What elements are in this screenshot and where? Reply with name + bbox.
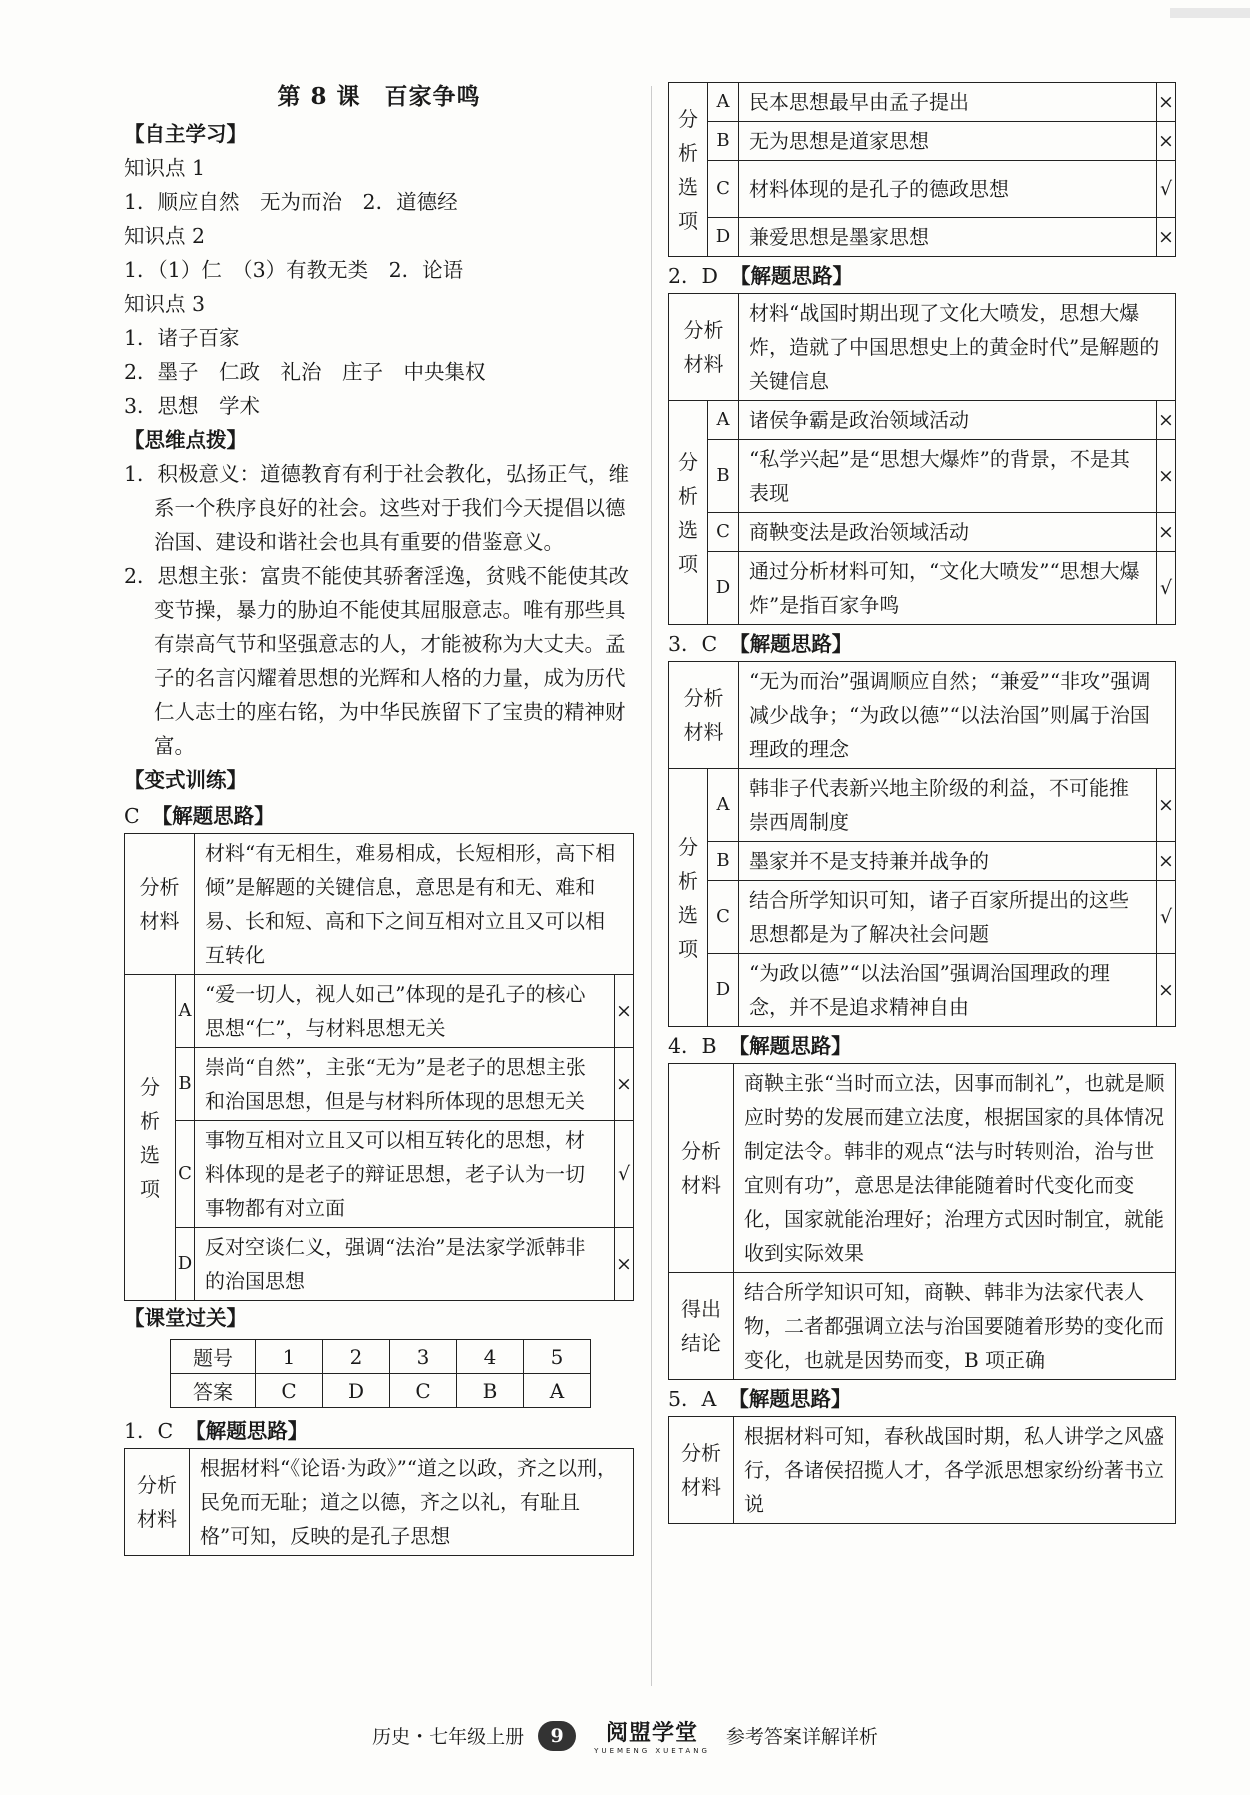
option-text: 通过分析材料可知，“文化大喷发”“思想大爆炸”是指百家争鸣 [739,552,1157,625]
material-label-text: 分析材料 [683,318,724,376]
solution-tag: 【解题思路】 [728,1387,852,1411]
solution-tag: 【解题思路】 [185,1419,309,1443]
material-text: 根据材料“《论语·为政》”“道之以政，齐之以刑，民免而无耻；道之以德，齐之以礼，有耻且格”可知，反映的是孔子思想 [190,1449,634,1556]
q5-answer-line [668,1382,1176,1416]
question-number: 4 [457,1340,524,1374]
solution-tag: 【解题思路】 [729,632,853,656]
left-column [124,78,634,1556]
q1-answer-line [124,1414,634,1448]
section-siwei: 【思维点拨】 [124,428,247,452]
brand-logo [594,1716,710,1755]
material-label [669,294,739,401]
option-text: 墨家并不是支持兼并战争的 [739,842,1157,881]
option-key: C [708,881,739,954]
solution-tag: 【解题思路】 [151,804,275,828]
option-text: “为政以德”“以法治国”强调治国理政的理念，并不是追求精神自由 [739,954,1157,1027]
material-label-text: 分析材料 [681,1441,721,1499]
material-label [125,1449,190,1556]
score-row-answers [171,1374,591,1408]
siwei-point-1: 1．积极意义：道德教育有利于社会教化，弘扬正气，维系一个秩序良好的社会。这些对于我们今天提倡以德治国、建设和谐社会也具有重要的借鉴意义。 [124,462,630,554]
score-row-numbers [171,1340,591,1374]
top-edge-strip [1170,8,1250,18]
material-row [125,1449,634,1556]
check-mark: √ [615,1121,634,1228]
option-row [669,218,1176,257]
kp3-answer-1: 1．诸子百家 [124,326,240,350]
material-text: “无为而治”强调顺应自然；“兼爱”“非攻”强调减少战争；“为政以德”“以法治国”则属于治国理政的理念 [739,662,1176,769]
q3-analysis-table [668,661,1176,1027]
answer-key-table [170,1339,591,1408]
option-text: “私学兴起”是“思想大爆炸”的背景，不是其表现 [739,440,1157,513]
option-row [669,881,1176,954]
cross-mark: × [1157,401,1176,440]
material-label [669,1064,734,1273]
q3-answer: 3．C [668,632,718,656]
option-text: 民本思想最早由孟子提出 [739,83,1157,122]
option-row [669,440,1176,513]
conclusion-row [669,1273,1176,1380]
option-key: C [708,513,739,552]
kp1-heading: 知识点 1 [124,156,206,180]
option-row [669,161,1176,218]
option-text: 兼爱思想是墨家思想 [739,218,1157,257]
material-text: 材料“有无相生，难易相成，长短相形，高下相倾”是解题的关键信息，意思是有和无、难和易、长和短、高和下之间互相对立且又可以相互转化 [195,834,634,975]
option-key: B [708,122,739,161]
question-answer: C [390,1374,457,1408]
option-row [669,954,1176,1027]
q5-answer: 5．A [668,1387,717,1411]
section-bianshi: 【变式训练】 [124,768,247,792]
q1-answer: 1．C [124,1419,174,1443]
option-key: A [708,769,739,842]
cross-mark: × [1157,842,1176,881]
question-answer: A [524,1374,591,1408]
conclusion-text: 结合所学知识可知，商鞅、韩非为法家代表人物，二者都强调立法与治国要随着形势的变化而变化，也就是因势而变，B 项正确 [734,1273,1176,1380]
right-column [668,82,1176,1524]
question-answer: D [323,1374,390,1408]
material-label-text: 分析材料 [137,1473,177,1531]
option-text: 结合所学知识可知，诸子百家所提出的这些思想都是为了解决社会问题 [739,881,1157,954]
cross-mark: × [1157,954,1176,1027]
q1-options-table [668,82,1176,257]
q2-answer-line [668,259,1176,293]
section-zizhu: 【自主学习】 [124,122,247,146]
option-row [125,975,634,1048]
option-key: C [176,1121,195,1228]
brand-pinyin: YUEMENG XUETANG [594,1747,710,1755]
options-label-text: 分析选项 [140,1074,160,1201]
material-row [125,834,634,975]
option-text: 反对空谈仁义，强调“法治”是法家学派韩非的治国思想 [195,1228,615,1301]
number-header: 题号 [171,1340,256,1374]
q5-material-table [668,1416,1176,1524]
question-number: 3 [390,1340,457,1374]
material-text: 商鞅主张“当时而立法，因事而制礼”，也就是顺应时势的发展而建立法度，根据国家的具体情况制定法令。韩非的观点“法与时转则治，治与世宜则有功”，意思是法律能随着时代变化而变化，国家就能治理好；治理方式因时制宜，就能收到实际效果 [734,1064,1176,1273]
option-row [125,1228,634,1301]
material-label [669,1417,734,1524]
options-label-text: 分析选项 [678,106,698,233]
material-row [669,1064,1176,1273]
option-key: B [176,1048,195,1121]
kp3-heading: 知识点 3 [124,292,206,316]
q2-analysis-table [668,293,1176,625]
material-row [669,662,1176,769]
cross-mark: × [1157,122,1176,161]
material-label-text: 分析材料 [139,875,180,933]
cross-mark: × [615,975,634,1048]
options-label-text: 分析选项 [678,449,698,576]
question-answer: C [256,1374,323,1408]
question-number: 5 [524,1340,591,1374]
footer-title: 参考答案详解详析 [725,1726,878,1748]
option-text: 无为思想是道家思想 [739,122,1157,161]
question-answer: B [457,1374,524,1408]
options-label [669,83,708,257]
option-text: 材料体现的是孔子的德政思想 [739,161,1157,218]
q1-material-table [124,1448,634,1556]
q4-analysis-table [668,1063,1176,1380]
option-row [669,83,1176,122]
check-mark: √ [1157,552,1176,625]
question-number: 2 [323,1340,390,1374]
option-text: “爱一切人，视人如己”体现的是孔子的核心思想“仁”，与材料思想无关 [195,975,615,1048]
option-text: 崇尚“自然”，主张“无为”是老子的思想主张和治国思想，但是与材料所体现的思想无关 [195,1048,615,1121]
cross-mark: × [615,1048,634,1121]
solution-tag: 【解题思路】 [728,1034,852,1058]
material-label [669,662,739,769]
check-mark: √ [1157,881,1176,954]
option-key: D [708,552,739,625]
kp1-answer: 1．顺应自然 无为而治 2．道德经 [124,190,458,214]
option-text: 商鞅变法是政治领域活动 [739,513,1157,552]
option-text: 事物互相对立且又可以相互转化的思想，材料体现的是老子的辩证思想，老子认为一切事物都有对立面 [195,1121,615,1228]
material-text: 材料“战国时期出现了文化大喷发，思想大爆炸，造就了中国思想史上的黄金时代”是解题的关键信息 [739,294,1176,401]
conclusion-label-text: 得出结论 [681,1297,721,1355]
option-text: 韩非子代表新兴地主阶级的利益，不可能推崇西周制度 [739,769,1157,842]
q3-answer-line [668,627,1176,661]
section-ketang: 【课堂过关】 [124,1306,247,1330]
footer-subject: 历史・七年级上册 [372,1726,525,1748]
kp2-answer: 1．（1）仁 （3）有教无类 2．论语 [124,258,464,282]
material-label [125,834,195,975]
options-label [669,769,708,1027]
material-label-text: 分析材料 [683,686,724,744]
option-key: B [708,440,739,513]
options-label [125,975,176,1301]
cross-mark: × [1157,83,1176,122]
option-key: D [708,954,739,1027]
solution-tag: 【解题思路】 [729,264,853,288]
column-divider [651,86,652,1686]
answer-header: 答案 [171,1374,256,1408]
page-footer [0,1716,1250,1755]
option-row [669,513,1176,552]
cross-mark: × [615,1228,634,1301]
option-key: A [176,975,195,1048]
option-row [125,1048,634,1121]
q4-answer-line [668,1029,1176,1063]
option-key: C [708,161,739,218]
bianshi-answer: C [124,804,140,828]
material-row [669,294,1176,401]
option-key: A [708,83,739,122]
option-row [669,552,1176,625]
options-label [669,401,708,625]
option-key: D [708,218,739,257]
material-row [669,1417,1176,1524]
option-key: B [708,842,739,881]
cross-mark: × [1157,218,1176,257]
option-row [669,769,1176,842]
option-row [669,122,1176,161]
options-label-text: 分析选项 [678,834,698,961]
material-text: 根据材料可知，春秋战国时期，私人讲学之风盛行，各诸侯招揽人才，各学派思想家纷纷著书立说 [734,1417,1176,1524]
q2-answer: 2．D [668,264,718,288]
kp3-answer-2: 2．墨子 仁政 礼治 庄子 中央集权 [124,360,486,384]
siwei-point-2: 2．思想主张：富贵不能使其骄奢淫逸，贫贱不能使其改变节操，暴力的胁迫不能使其屈服意志。唯有那些具有崇高气节和坚强意志的人，才能被称为大丈夫。孟子的名言闪耀着思想的光辉和人格的力量，成为历代仁人志士的座右铭，为中华民族留下了宝贵的精神财富。 [124,564,630,758]
q4-answer: 4．B [668,1034,717,1058]
conclusion-label [669,1273,734,1380]
cross-mark: × [1157,769,1176,842]
option-key: D [176,1228,195,1301]
option-row [669,842,1176,881]
option-row [669,401,1176,440]
bianshi-answer-line [124,799,634,833]
brand-name: 阅盟学堂 [606,1721,699,1746]
material-label-text: 分析材料 [681,1139,721,1197]
check-mark: √ [1157,161,1176,218]
question-number: 1 [256,1340,323,1374]
page-title: 第 8 课 百家争鸣 [277,83,481,110]
kp2-heading: 知识点 2 [124,224,206,248]
bianshi-analysis-table [124,833,634,1301]
page-number: 9 [538,1721,576,1751]
option-key: A [708,401,739,440]
cross-mark: × [1157,440,1176,513]
option-text: 诸侯争霸是政治领域活动 [739,401,1157,440]
kp3-answer-3: 3．思想 学术 [124,394,261,418]
cross-mark: × [1157,513,1176,552]
option-row [125,1121,634,1228]
